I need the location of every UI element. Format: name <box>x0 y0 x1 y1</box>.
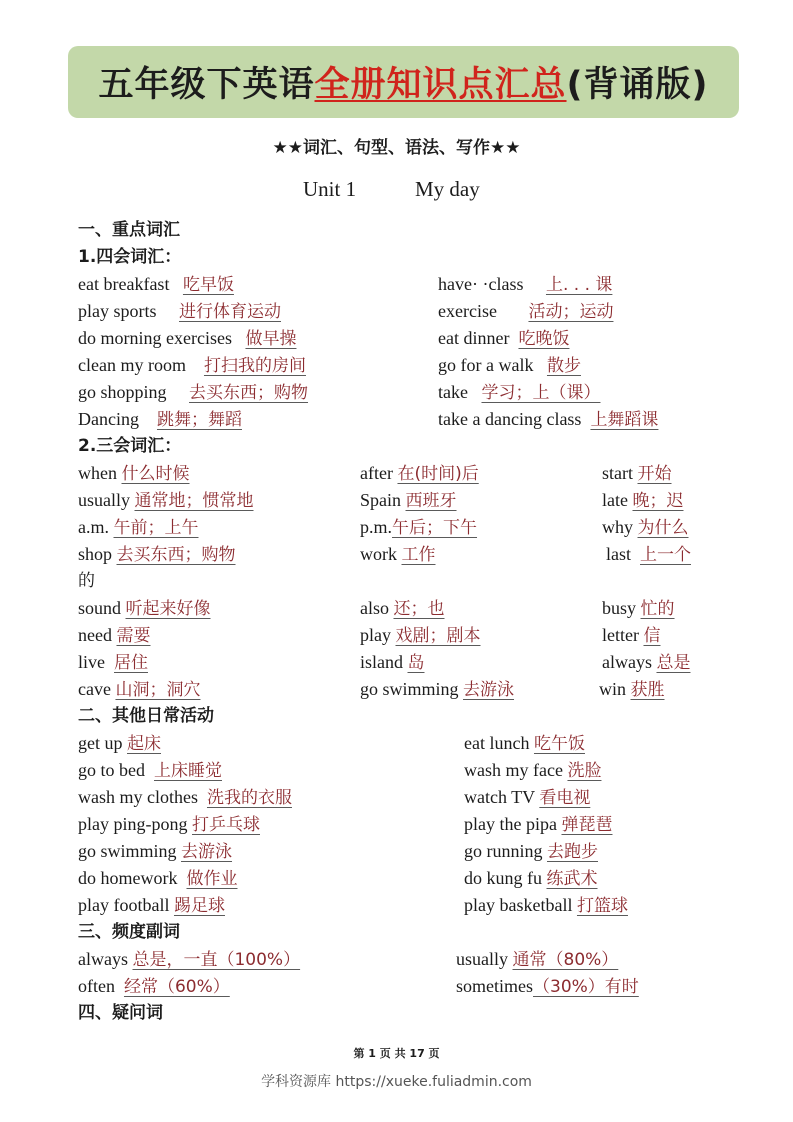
activity-item: go to bed 上床睡觉 <box>78 760 222 781</box>
activity-item: wash my face 洗脸 <box>464 760 602 781</box>
title-right: (背诵版) <box>566 65 709 105</box>
activity-item: play football 踢足球 <box>78 895 225 916</box>
activity-item: eat lunch 吃午饭 <box>464 733 585 754</box>
activity-item: watch TV 看电视 <box>464 787 591 808</box>
subtitle: ★★词汇、句型、语法、写作★★ <box>272 138 521 158</box>
title-highlight: 全册知识点汇总 <box>314 65 567 105</box>
activity-item: go swimming 去游泳 <box>78 841 233 862</box>
vocab-item: play sports 进行体育运动 <box>78 301 281 322</box>
vocab-item: play 戏剧；剧本 <box>360 625 481 646</box>
activity-item: do kung fu 练武术 <box>464 868 598 889</box>
activity-item: play the pipa 弹琵琶 <box>464 814 613 835</box>
vocab-item: go for a walk 散步 <box>438 355 581 376</box>
vocab-item: live 居住 <box>78 652 148 673</box>
vocab-item: take a dancing class 上舞蹈课 <box>438 409 659 430</box>
title-left: 五年级下英语 <box>98 65 315 105</box>
vocab-item: exercise 活动；运动 <box>438 301 614 322</box>
vocab-item: late 晚；迟 <box>602 490 684 511</box>
vocab-item: start 开始 <box>602 463 672 484</box>
activity-item: wash my clothes 洗我的衣服 <box>78 787 292 808</box>
document-title <box>68 46 739 118</box>
vocab-wrap-char: 的 <box>78 571 95 591</box>
vocab-item: do morning exercises 做早操 <box>78 328 297 349</box>
vocab-item: a.m. 午前；上午 <box>78 517 199 538</box>
vocab-item: go shopping 去买东西；购物 <box>78 382 309 403</box>
section-heading-1: 一、重点词汇 <box>78 220 180 240</box>
activity-item: do homework 做作业 <box>78 868 238 889</box>
vocab-item: take 学习；上（课） <box>438 382 601 403</box>
page-number: 第 1 页 共 17 页 <box>353 1047 440 1060</box>
vocab-item: usually 通常地；惯常地 <box>78 490 254 511</box>
vocab-item: shop 去买东西；购物 <box>78 544 236 565</box>
frequency-item: usually 通常（80%） <box>456 949 619 970</box>
vocab-item: always 总是 <box>602 652 691 673</box>
vocab-item: p.m.午后；下午 <box>360 517 478 538</box>
frequency-item: sometimes（30%）有时 <box>456 976 639 997</box>
vocab-item: also 还；也 <box>360 598 445 619</box>
activity-item: play basketball 打篮球 <box>464 895 628 916</box>
vocab-item: need 需要 <box>78 625 151 646</box>
vocab-item: after 在(时间)后 <box>360 463 479 484</box>
vocab-item: sound 听起来好像 <box>78 598 211 619</box>
vocab-item: Spain 西班牙 <box>360 490 457 511</box>
vocab-item: last 上一个 <box>606 544 691 565</box>
vocab-item: cave 山洞；洞穴 <box>78 679 201 700</box>
section-heading-4: 四、疑问词 <box>78 1003 163 1023</box>
vocab-item: win 获胜 <box>599 679 665 700</box>
vocab-item: eat breakfast 吃早饭 <box>78 274 234 295</box>
vocab-item: letter 信 <box>602 625 661 646</box>
frequency-item: always 总是，一直（100%） <box>78 949 301 970</box>
activity-item: play ping-pong 打乒乓球 <box>78 814 260 835</box>
vocab-item: clean my room 打扫我的房间 <box>78 355 306 376</box>
activity-item: get up 起床 <box>78 733 161 754</box>
unit-name: Unit 1 <box>303 177 357 201</box>
unit-title: My day <box>415 177 480 201</box>
vocab-item: when 什么时候 <box>78 463 190 484</box>
vocab-item: island 岛 <box>360 652 425 673</box>
vocab-item: go swimming 去游泳 <box>360 679 515 700</box>
vocab-item: busy 忙的 <box>602 598 675 619</box>
vocab-item: have· ·class 上. . . 课 <box>438 274 613 295</box>
activity-item: go running 去跑步 <box>464 841 598 862</box>
source-watermark: 学科资源库 https://xueke.fuliadmin.com <box>261 1074 532 1090</box>
section-heading-2: 二、其他日常活动 <box>78 706 214 726</box>
vocab-item: why 为什么 <box>602 517 689 538</box>
vocab-item: work 工作 <box>360 544 436 565</box>
subsection-four-skill: 1.四会词汇： <box>78 247 182 267</box>
frequency-item: often 经常（60%） <box>78 976 230 997</box>
vocab-item: Dancing 跳舞；舞蹈 <box>78 409 242 430</box>
subsection-three-skill: 2.三会词汇： <box>78 436 182 456</box>
section-heading-3: 三、频度副词 <box>78 922 180 942</box>
vocab-item: eat dinner 吃晚饭 <box>438 328 570 349</box>
